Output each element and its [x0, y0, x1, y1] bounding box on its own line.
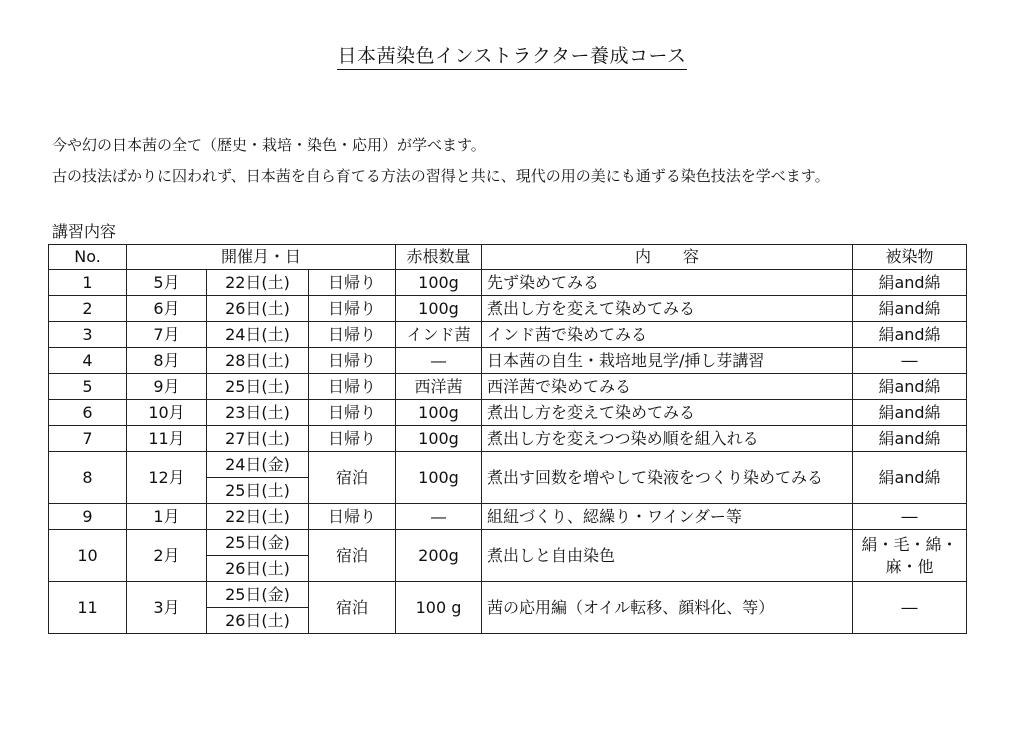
- row-stay: 宿泊: [309, 530, 396, 582]
- row-material: ―: [853, 348, 967, 374]
- row-content: 煮出し方を変えて染めてみる: [482, 400, 853, 426]
- row-amount: 100g: [396, 452, 482, 504]
- row-material: 絹・毛・綿・麻・他: [853, 530, 967, 582]
- row-no: 9: [49, 504, 127, 530]
- row-stay: 日帰り: [309, 296, 396, 322]
- row-material: 絹and綿: [853, 452, 967, 504]
- row-content: 煮出しと自由染色: [482, 530, 853, 582]
- table-row: [49, 322, 967, 348]
- row-material: 絹and綿: [853, 400, 967, 426]
- row-material: 絹and綿: [853, 296, 967, 322]
- row-no: 5: [49, 374, 127, 400]
- row-material: 絹and綿: [853, 322, 967, 348]
- row-amount: 100g: [396, 296, 482, 322]
- header-amount: 赤根数量: [396, 245, 482, 270]
- row-month: 3月: [127, 582, 207, 634]
- section-label: 講習内容: [52, 222, 117, 241]
- row-content: 煮出し方を変えて染めてみる: [482, 296, 853, 322]
- row-stay: 日帰り: [309, 400, 396, 426]
- header-material: 被染物: [853, 245, 967, 270]
- row-month: 2月: [127, 530, 207, 582]
- row-no: 10: [49, 530, 127, 582]
- table-row: [49, 582, 967, 608]
- table-row: [49, 452, 967, 478]
- header-content: 内 容: [482, 245, 853, 270]
- row-day: 25日(金): [207, 530, 309, 556]
- table-body: [49, 270, 967, 634]
- row-no: 6: [49, 400, 127, 426]
- row-month: 7月: [127, 322, 207, 348]
- row-no: 3: [49, 322, 127, 348]
- row-day: 23日(土): [207, 400, 309, 426]
- row-day: 22日(土): [207, 504, 309, 530]
- row-stay: 日帰り: [309, 322, 396, 348]
- row-day: 25日(土): [207, 374, 309, 400]
- row-amount: 100g: [396, 400, 482, 426]
- row-amount: ―: [396, 504, 482, 530]
- row-day: 26日(土): [207, 608, 309, 634]
- table-row: [49, 348, 967, 374]
- row-stay: 宿泊: [309, 452, 396, 504]
- row-day: 24日(土): [207, 322, 309, 348]
- row-day: 26日(土): [207, 296, 309, 322]
- row-amount: インド茜: [396, 322, 482, 348]
- table-row: [49, 374, 967, 400]
- header-no: No.: [49, 245, 127, 270]
- row-no: 7: [49, 426, 127, 452]
- row-amount: 100g: [396, 426, 482, 452]
- row-no: 8: [49, 452, 127, 504]
- row-day: 25日(土): [207, 478, 309, 504]
- document-title: [0, 44, 1024, 68]
- row-month: 9月: [127, 374, 207, 400]
- row-day: 24日(金): [207, 452, 309, 478]
- row-content: 日本茜の自生・栽培地見学/挿し芽講習: [482, 348, 853, 374]
- row-amount: ―: [396, 348, 482, 374]
- course-schedule-table: [48, 244, 967, 634]
- row-month: 10月: [127, 400, 207, 426]
- row-month: 12月: [127, 452, 207, 504]
- row-amount: 西洋茜: [396, 374, 482, 400]
- row-no: 4: [49, 348, 127, 374]
- row-stay: 日帰り: [309, 374, 396, 400]
- intro-line-2: 古の技法ばかりに囚われず、日本茜を自ら育てる方法の習得と共に、現代の用の美にも通ずる染色技法を学べます。: [52, 167, 830, 185]
- row-day: 22日(土): [207, 270, 309, 296]
- table-row: [49, 426, 967, 452]
- row-day: 28日(土): [207, 348, 309, 374]
- row-month: 5月: [127, 270, 207, 296]
- row-month: 1月: [127, 504, 207, 530]
- row-stay: 日帰り: [309, 426, 396, 452]
- row-content: 茜の応用編（オイル転移、顔料化、等）: [482, 582, 853, 634]
- row-content: 西洋茜で染めてみる: [482, 374, 853, 400]
- row-amount: 100 g: [396, 582, 482, 634]
- row-content: 組紐づくり、綛繰り・ワインダー等: [482, 504, 853, 530]
- row-content: インド茜で染めてみる: [482, 322, 853, 348]
- row-content: 煮出し方を変えつつ染め順を組入れる: [482, 426, 853, 452]
- row-amount: 100g: [396, 270, 482, 296]
- row-no: 2: [49, 296, 127, 322]
- row-day: 26日(土): [207, 556, 309, 582]
- header-date: 開催月・日: [127, 245, 396, 270]
- row-content: 先ず染めてみる: [482, 270, 853, 296]
- row-material: ―: [853, 582, 967, 634]
- row-content: 煮出す回数を増やして染液をつくり染めてみる: [482, 452, 853, 504]
- document-title-text: 日本茜染色インストラクター養成コース: [337, 45, 686, 70]
- row-stay: 日帰り: [309, 504, 396, 530]
- row-material: 絹and綿: [853, 374, 967, 400]
- table-row: [49, 296, 967, 322]
- row-material: 絹and綿: [853, 426, 967, 452]
- row-material: ―: [853, 504, 967, 530]
- row-month: 8月: [127, 348, 207, 374]
- table-row: [49, 530, 967, 556]
- table-header-row: [49, 245, 967, 270]
- row-day: 27日(土): [207, 426, 309, 452]
- row-month: 6月: [127, 296, 207, 322]
- table-row: [49, 270, 967, 296]
- row-no: 1: [49, 270, 127, 296]
- row-stay: 宿泊: [309, 582, 396, 634]
- table-row: [49, 400, 967, 426]
- row-material: 絹and綿: [853, 270, 967, 296]
- table-row: [49, 504, 967, 530]
- intro-line-1: 今や幻の日本茜の全て（歴史・栽培・染色・応用）が学べます。: [52, 136, 486, 154]
- row-amount: 200g: [396, 530, 482, 582]
- row-month: 11月: [127, 426, 207, 452]
- row-stay: 日帰り: [309, 270, 396, 296]
- row-day: 25日(金): [207, 582, 309, 608]
- row-no: 11: [49, 582, 127, 634]
- row-stay: 日帰り: [309, 348, 396, 374]
